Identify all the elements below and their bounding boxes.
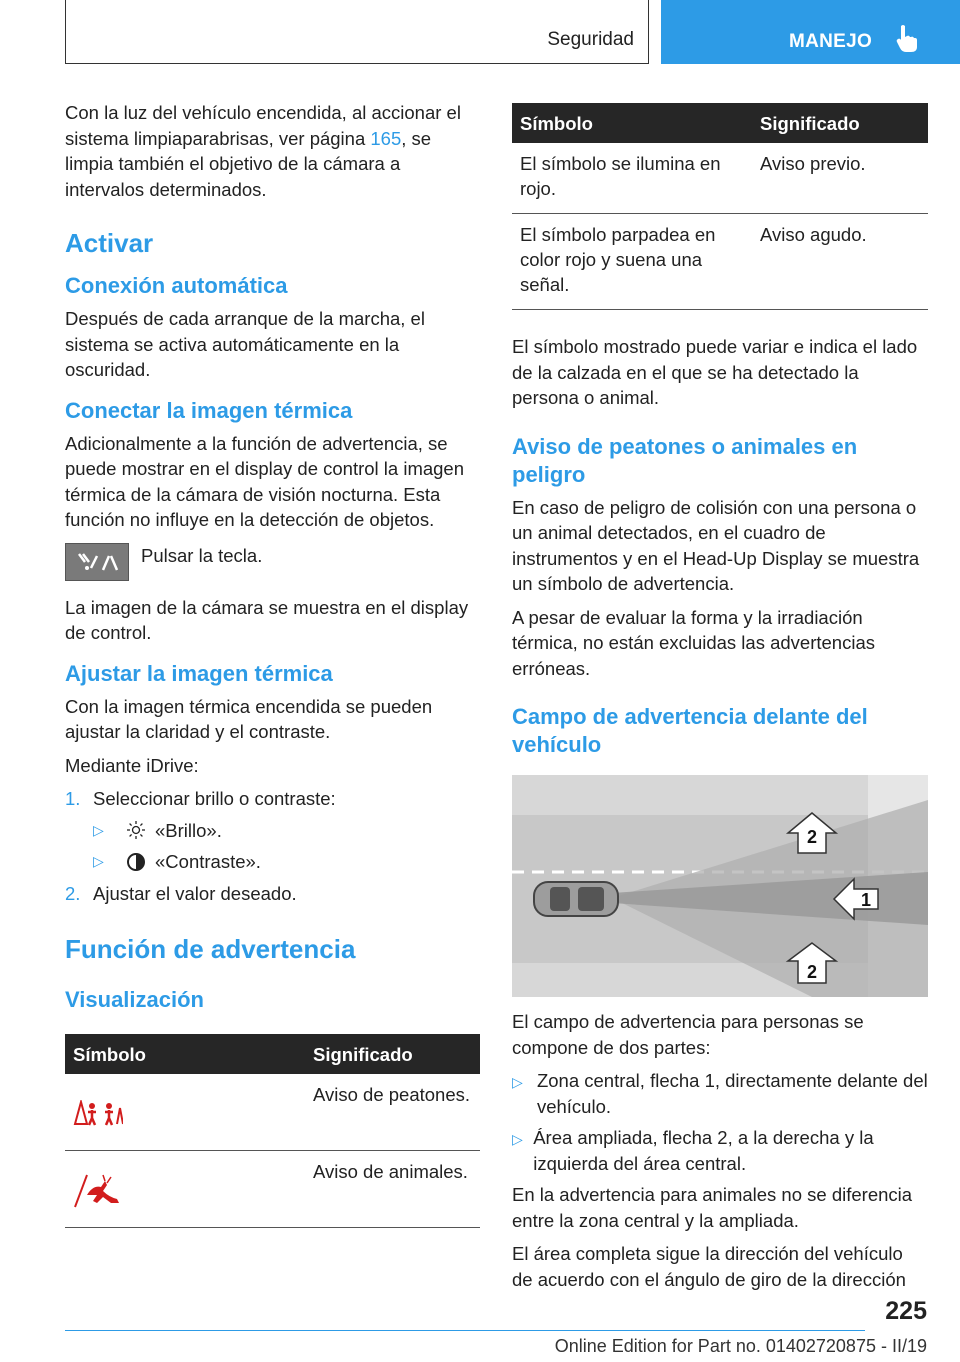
heading-conexion: Conexión automática bbox=[65, 273, 288, 298]
warning-field-diagram bbox=[512, 775, 928, 997]
heading-aviso: Aviso de peatones o animales en peligro bbox=[512, 433, 858, 487]
table-row bbox=[512, 214, 928, 310]
table-cell: Aviso de peatones. bbox=[305, 1074, 480, 1150]
sub-text: «Brillo». bbox=[155, 819, 222, 841]
key-instruction bbox=[65, 543, 480, 581]
triangle-bullet-icon: ▷ bbox=[93, 821, 104, 838]
page-link[interactable]: 165 bbox=[370, 127, 402, 149]
paragraph-campo: El campo de advertencia para personas se compone de dos partes: bbox=[512, 1011, 864, 1058]
paragraph-area: El área completa sigue la dirección del vehículo de acuerdo con el ángulo de giro de la dirección bbox=[512, 1243, 906, 1290]
list-item: ▷ Zona central, flecha 1, directamente delante del vehículo. bbox=[512, 1068, 928, 1119]
paragraph-conexion: Después de cada arranque de la marcha, el sistema se activa automáticamente en la oscuridad. bbox=[65, 308, 425, 380]
step-number: 1. bbox=[65, 788, 81, 809]
step-text: Ajustar el valor deseado. bbox=[93, 882, 297, 904]
heading-funcion: Función de advertencia bbox=[65, 934, 356, 964]
contrast-icon bbox=[123, 851, 149, 873]
paragraph-imagen: La imagen de la cámara se muestra en el display de control. bbox=[65, 596, 469, 643]
table-row bbox=[65, 1150, 480, 1227]
table-header: Símbolo bbox=[65, 1034, 305, 1074]
page-number: 225 bbox=[885, 1297, 927, 1325]
paragraph-ajustar: Con la imagen térmica encendida se pueden ajustar la claridad y el contraste. bbox=[65, 695, 433, 742]
paragraph-aviso-2: A pesar de evaluar la forma y la irradiación térmica, no están excluidas las advertencias erróneas. bbox=[512, 606, 875, 679]
step-text: Seleccionar brillo o contraste: bbox=[93, 788, 336, 809]
table-header: Significado bbox=[305, 1034, 480, 1074]
paragraph-conectar: Adicionalmente a la función de advertencia, se puede mostrar en el display de control la imagen térmica de la cámara de visión nocturna. Esta función no influye en la detección de objetos. bbox=[65, 432, 465, 530]
table-cell: El símbolo parpadea en color rojo y suena una señal. bbox=[512, 214, 752, 310]
key-text: Pulsar la tecla. bbox=[141, 544, 263, 566]
table-cell: Aviso previo. bbox=[752, 143, 928, 214]
table-row bbox=[65, 1074, 480, 1150]
diagram-label-2-bottom: 2 bbox=[806, 962, 818, 982]
bullet-list bbox=[512, 1068, 928, 1176]
list-item bbox=[93, 849, 480, 875]
paragraph-aviso-1: En caso de peligro de colisión con una persona o un animal detectados, en el cuadro de instrumentos y en el Head-Up Display se muestra un símbolo de advertencia. bbox=[512, 496, 920, 594]
sub-text: «Contraste». bbox=[155, 851, 261, 872]
table-row bbox=[512, 143, 928, 214]
heading-activar: Activar bbox=[65, 228, 154, 258]
table-cell: Aviso agudo. bbox=[752, 214, 928, 310]
paragraph-simbolo: El símbolo mostrado puede variar e indica el lado de la calzada en el que se ha detectado la persona o animal. bbox=[512, 336, 918, 408]
animal-warning-icon bbox=[73, 1173, 123, 1215]
list-item: ▷ Área ampliada, flecha 2, a la derecha y la izquierda del área central. bbox=[512, 1125, 928, 1176]
table-cell: El símbolo se ilumina en rojo. bbox=[512, 143, 752, 214]
warning-level-table bbox=[512, 103, 928, 310]
table-header: Significado bbox=[752, 103, 928, 143]
heading-visualizacion: Visualización bbox=[65, 987, 204, 1012]
paragraph-mediante: Mediante iDrive: bbox=[65, 754, 199, 776]
heading-campo: Campo de advertencia delante del vehículo bbox=[512, 704, 868, 757]
sub-list bbox=[93, 818, 480, 875]
triangle-bullet-icon: ▷ bbox=[512, 1131, 523, 1147]
section-title: Seguridad bbox=[547, 29, 634, 50]
pedestrian-warning-icon bbox=[73, 1100, 123, 1132]
triangle-bullet-icon: ▷ bbox=[93, 853, 104, 869]
chapter-tab-label: MANEJO bbox=[789, 31, 873, 52]
symbol-table bbox=[65, 1034, 480, 1228]
edition-text: Online Edition for Part no. 01402720875 - II/19 bbox=[554, 1336, 927, 1356]
hand-pointer-icon bbox=[895, 24, 919, 54]
table-cell: Aviso de animales. bbox=[305, 1150, 480, 1227]
brightness-icon bbox=[123, 819, 149, 841]
diagram-label-1: 1 bbox=[860, 890, 872, 910]
chapter-tab[interactable] bbox=[661, 0, 960, 64]
steps-list bbox=[65, 881, 480, 907]
list-item bbox=[65, 881, 480, 907]
night-vision-key-icon bbox=[65, 543, 129, 581]
paragraph-animales: En la advertencia para animales no se diferencia entre la zona central y la ampliada. bbox=[512, 1184, 913, 1231]
list-item bbox=[65, 786, 480, 812]
triangle-bullet-icon: ▷ bbox=[512, 1074, 523, 1090]
diagram-label-2-top: 2 bbox=[806, 827, 818, 847]
left-column bbox=[65, 100, 480, 1228]
intro-paragraph: Con la luz del vehículo encendida, al accionar el sistema limpiaparabrisas, ver página 165, se limpia también el objetivo de la cámara a intervalos determinados. bbox=[65, 102, 461, 200]
steps-list bbox=[65, 786, 480, 812]
step-number: 2. bbox=[65, 882, 81, 904]
table-header: Símbolo bbox=[512, 103, 752, 143]
heading-conectar: Conectar la imagen térmica bbox=[65, 397, 353, 423]
header-section-box bbox=[65, 0, 649, 64]
heading-ajustar: Ajustar la imagen térmica bbox=[65, 660, 333, 686]
right-column bbox=[512, 103, 928, 1300]
list-item bbox=[93, 818, 480, 844]
footer-divider bbox=[65, 1330, 865, 1331]
